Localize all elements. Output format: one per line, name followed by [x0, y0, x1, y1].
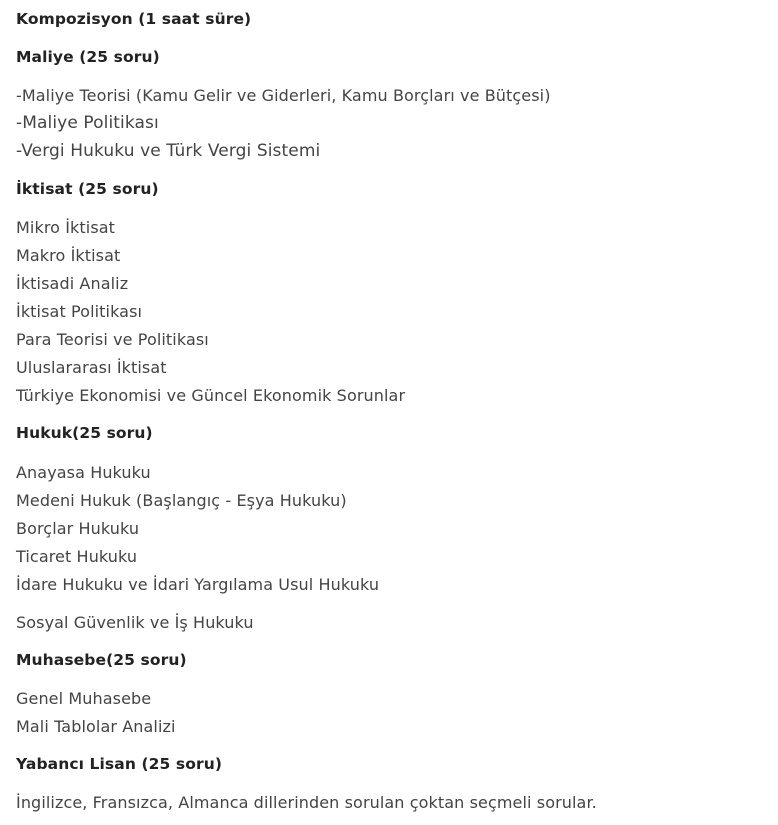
list-item: Para Teorisi ve Politikası	[16, 330, 209, 349]
list-item: Ticaret Hukuku	[16, 547, 138, 566]
section-heading-hukuk: Hukuk(25 soru)	[16, 424, 153, 442]
list-item: Makro İktisat	[16, 246, 121, 265]
section-heading-iktisat: İktisat (25 soru)	[16, 180, 159, 198]
list-item: Medeni Hukuk (Başlangıç - Eşya Hukuku)	[16, 491, 347, 510]
list-item: İktisat Politikası	[16, 302, 143, 321]
section-heading-yabanci-lisan: Yabancı Lisan (25 soru)	[16, 755, 223, 773]
list-item: -Vergi Hukuku ve Türk Vergi Sistemi	[16, 141, 321, 161]
list-item: İktisadi Analiz	[16, 274, 129, 293]
list-item: Genel Muhasebe	[16, 689, 152, 708]
list-item: Uluslararası İktisat	[16, 358, 167, 377]
list-item: Türkiye Ekonomisi ve Güncel Ekonomik Sorunlar	[16, 386, 406, 405]
section-heading-maliye: Maliye (25 soru)	[16, 48, 160, 66]
section-heading-kompozisyon: Kompozisyon (1 saat süre)	[16, 10, 252, 28]
list-item: -Maliye Teorisi (Kamu Gelir ve Giderleri, Kamu Borçları ve Bütçesi)	[16, 86, 551, 105]
list-item: Borçlar Hukuku	[16, 519, 140, 538]
list-item: İdare Hukuku ve İdari Yargılama Usul Hukuku	[16, 575, 380, 594]
section-heading-muhasebe: Muhasebe(25 soru)	[16, 651, 187, 669]
list-item: Anayasa Hukuku	[16, 463, 151, 482]
list-item: -Maliye Politikası	[16, 113, 159, 133]
list-item: Sosyal Güvenlik ve İş Hukuku	[16, 613, 254, 632]
list-item: İngilizce, Fransızca, Almanca dillerinden sorulan çoktan seçmeli sorular.	[16, 793, 597, 812]
list-item: Mikro İktisat	[16, 218, 116, 237]
list-item: Mali Tablolar Analizi	[16, 717, 176, 736]
